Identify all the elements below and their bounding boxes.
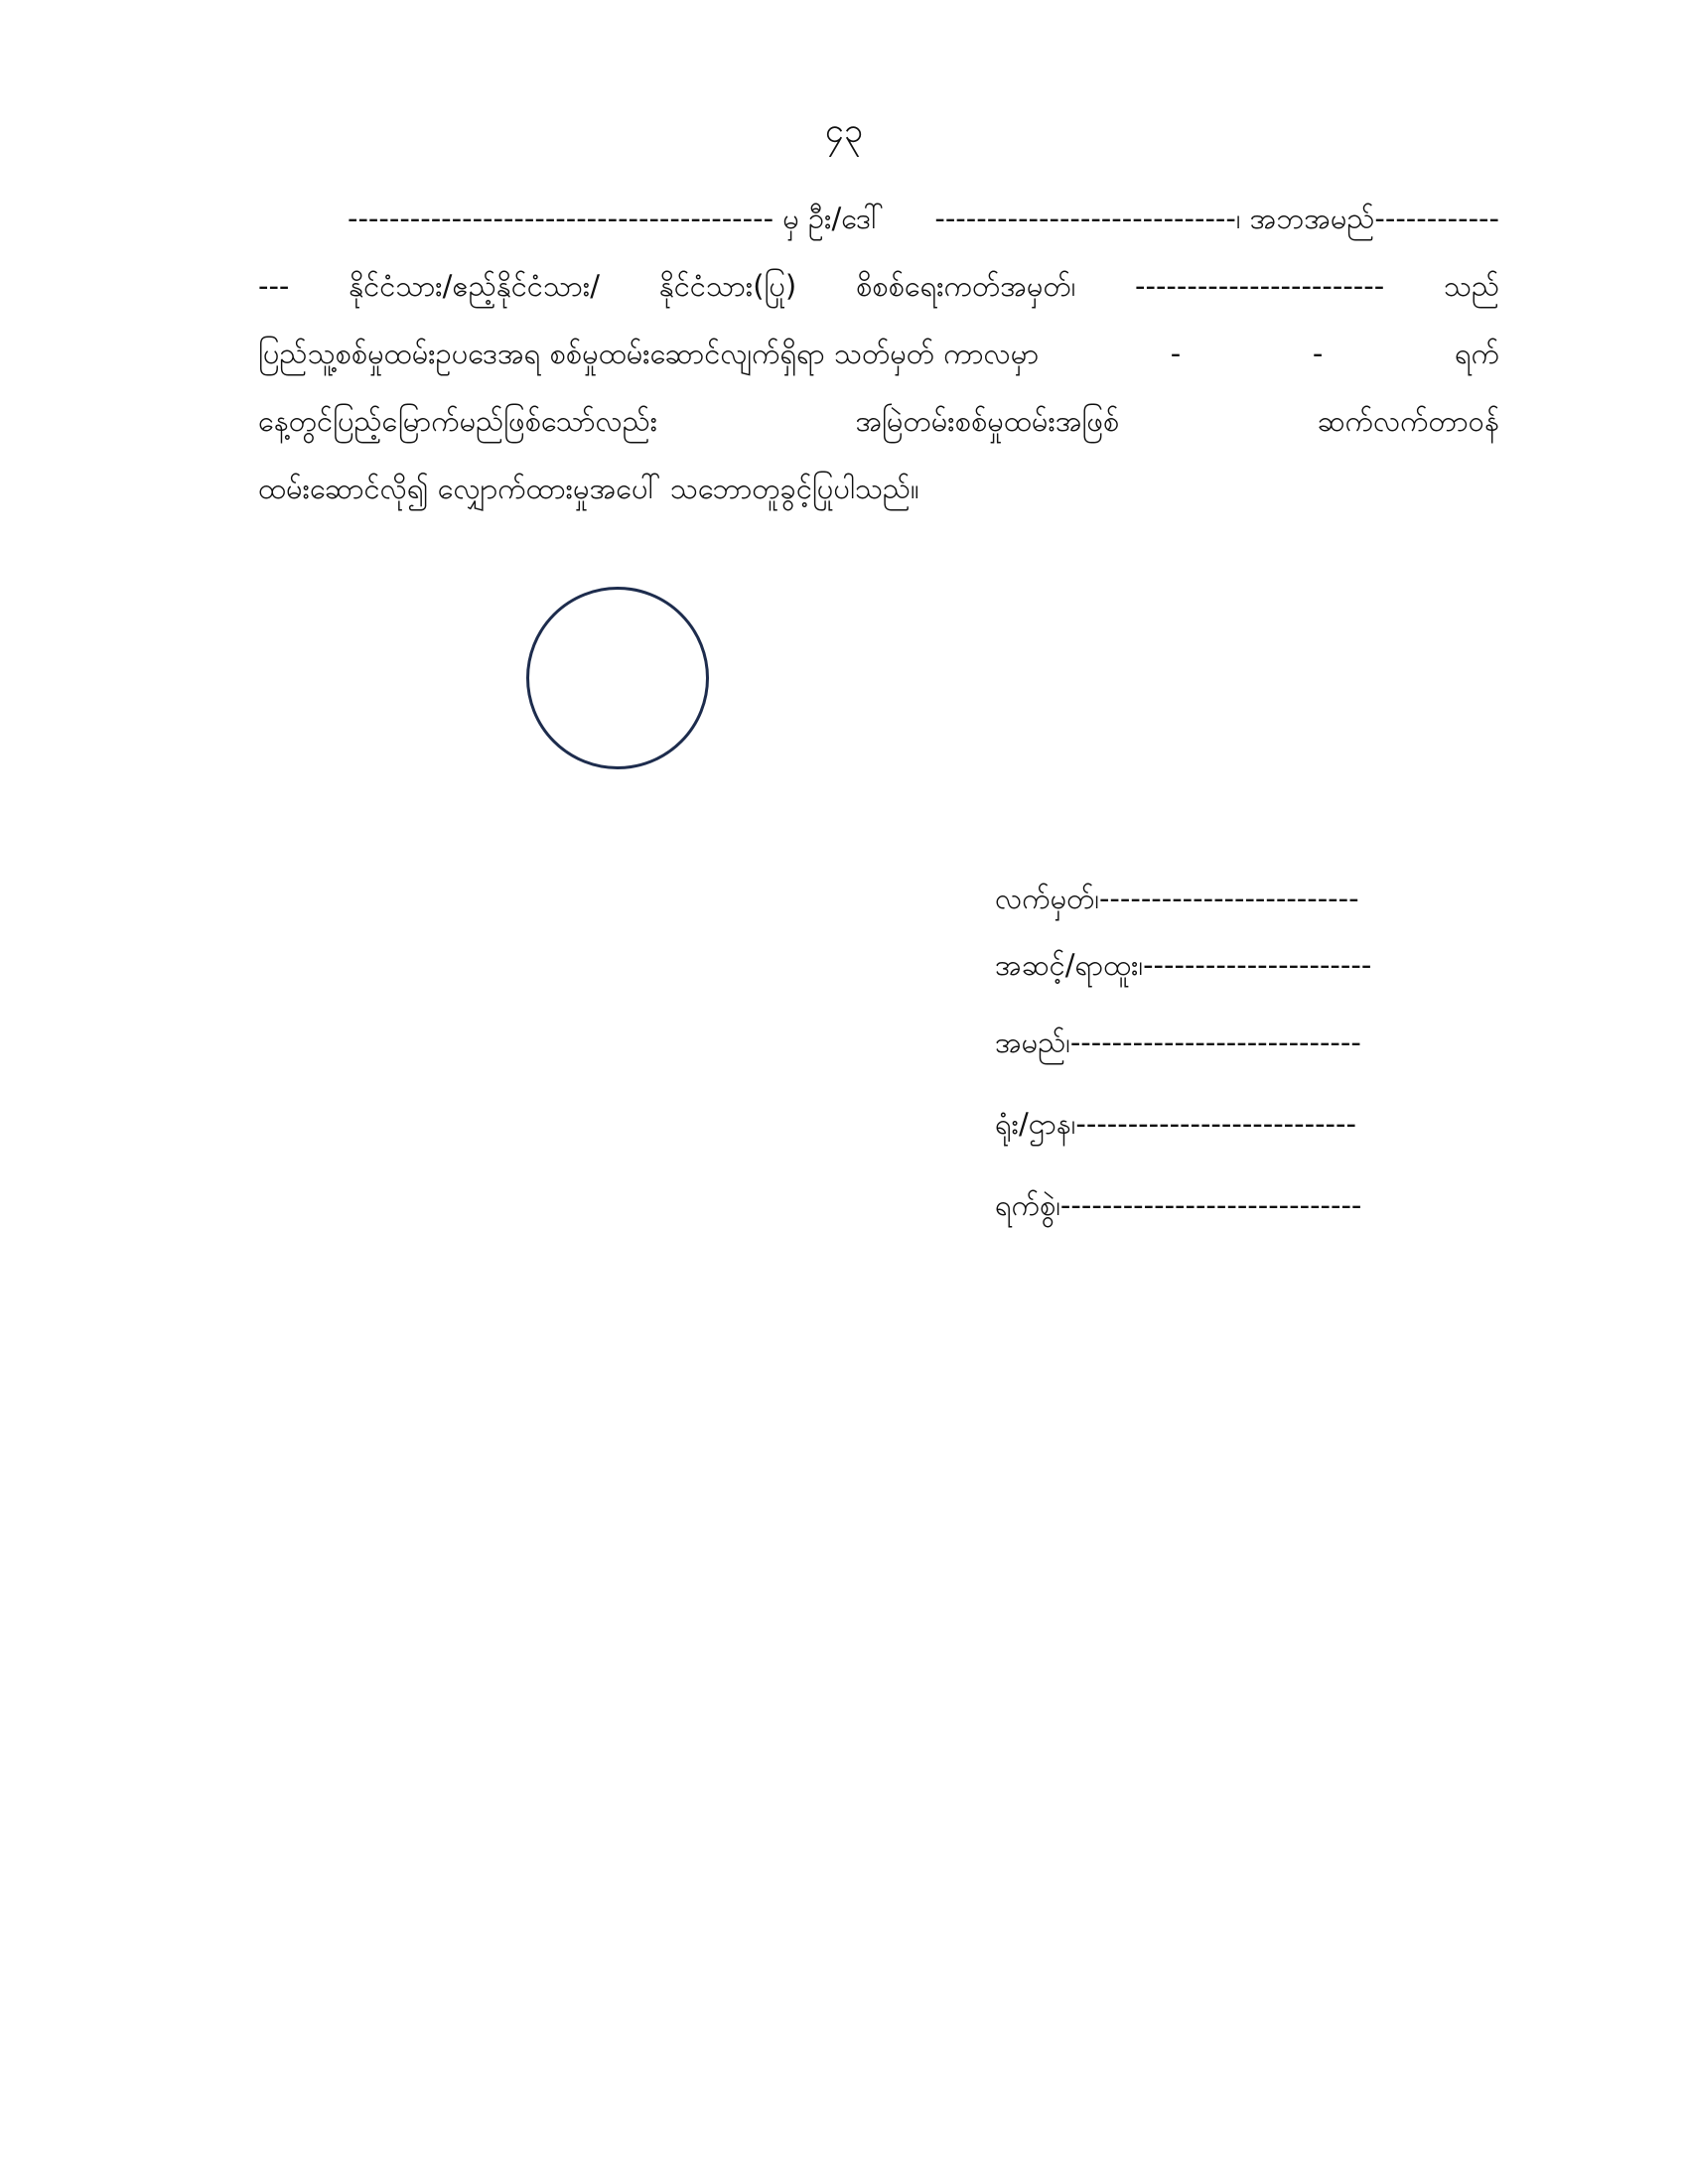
date-blank: - bbox=[1312, 337, 1324, 370]
paragraph-text: ထမ်းဆောင်လို၍ လျှောက်ထားမှုအပေါ် သဘောတူခွင့်ပြုပါသည်။ bbox=[258, 472, 919, 505]
rank-title-field: အဆင့်/ရာထူး၊---------------------- bbox=[995, 948, 1372, 982]
paragraph-text: စိစစ်ရေးကတ်အမှတ်၊ bbox=[855, 269, 1076, 303]
paragraph-text: အမြဲတမ်းစစ်မှုထမ်းအဖြစ် bbox=[855, 404, 1120, 438]
paragraph-text: နိုင်ငံသား/ဧည့်နိုင်ငံသား/ bbox=[349, 269, 600, 303]
date-blank: - bbox=[1170, 337, 1182, 370]
father-name-blank: -----------------------------၊ အဘအမည်------------ bbox=[934, 202, 1499, 235]
unit-office-field: ရုံး/ဌာန၊--------------------------- bbox=[995, 1107, 1356, 1141]
official-seal-circle bbox=[526, 587, 709, 769]
date-field: ရက်စွဲ၊----------------------------- bbox=[995, 1188, 1362, 1222]
paragraph-line-2 bbox=[258, 266, 1499, 306]
paragraph-text: --- bbox=[258, 269, 290, 303]
paragraph-text: ပြည်သူ့စစ်မှုထမ်းဥပဒေအရ စစ်မှုထမ်းဆောင်လျက်ရှိရာ သတ်မှတ် ကာလမှာ bbox=[258, 337, 1040, 370]
paragraph-text: သည် bbox=[1443, 269, 1499, 303]
paragraph-line-1 bbox=[258, 199, 1499, 238]
name-field: အမည်၊---------------------------- bbox=[995, 1025, 1361, 1059]
paragraph-line-4 bbox=[258, 401, 1499, 441]
signature-field: လက်မှတ်၊------------------------- bbox=[995, 882, 1359, 915]
applicant-name-blank: ----------------------------------------- မှ ဦး/ဒေါ် bbox=[348, 202, 885, 235]
paragraph-text: နေ့တွင်ပြည့်မြောက်မည်ဖြစ်သော်လည်း bbox=[258, 404, 658, 438]
paragraph-text: ဆက်လက်တာဝန် bbox=[1317, 404, 1499, 438]
paragraph-text: နိုင်ငံသား(ပြု) bbox=[658, 269, 797, 303]
id-card-number-blank: ------------------------ bbox=[1135, 269, 1385, 303]
paragraph-text: ရက် bbox=[1454, 337, 1499, 370]
paragraph-line-5 bbox=[258, 469, 1499, 508]
paragraph-line-3 bbox=[258, 334, 1499, 373]
page-number: ၄၃ bbox=[824, 111, 864, 151]
